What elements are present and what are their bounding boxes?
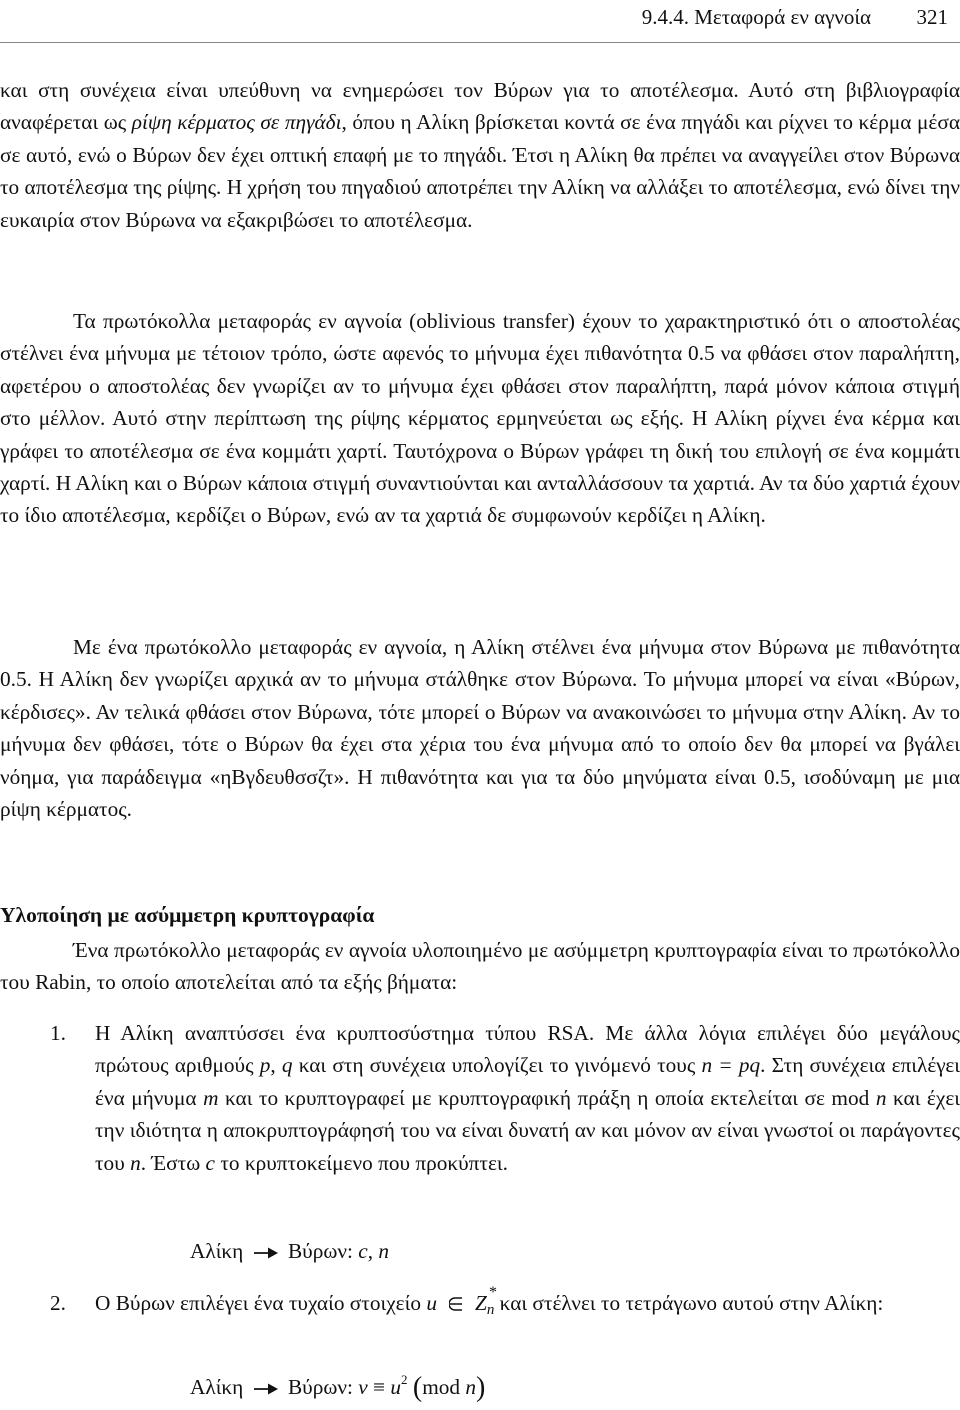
term-well-coin-toss: ρίψη κέρματος σε πηγάδι xyxy=(131,110,342,135)
var-c: c xyxy=(205,1150,215,1175)
paragraph-1-text-a: και στη συνέχεια είναι υπεύθυνη να ενημερώσει τον Βύρων για το αποτέλεσμα. Αυτό στη βιβλιογραφία αναφέρεται ως xyxy=(0,78,960,135)
z-n-star xyxy=(474,1284,497,1318)
page-number: 321 xyxy=(916,5,948,29)
step-1-t2: και στη συνέχεια υπολογίζει το γινόμενό τους xyxy=(292,1053,702,1078)
paragraph-1 xyxy=(0,74,960,236)
paragraph-3: Με ένα πρωτόκολλο μεταφοράς εν αγνοία, η Αλίκη στέλνει ένα μήνυμα στον Βύρωνα με πιθανότητα 0.5. Η Αλίκη δεν γνωρίζει αρχικά αν το μήνυμα στάλθηκε στον Βύρωνα. Το μήνυμα μπορεί να είναι «Βύρων, κέρδισες». Αν τελικά φθάσει στον Βύρωνα, τότε μπορεί ο Βύρων να ανακοινώσει το μήνυμα στην Αλίκη. Αν το μήνυμα δεν φθάσει, τότε ο Βύρων θα έχει στα χέρια του ένα μήνυμα από το οποίο δεν θα μπορεί να βγάλει νόημα, για παράδειγμα «ηΒγδευθσσζτ». Η πιθανότητα και για τα δύο μηνύματα είναι 0.5, ισοδύναμη με μια ρίψη κέρματος. xyxy=(0,635,960,822)
var-n-2: n xyxy=(130,1150,141,1175)
equation-n-pq: n = pq xyxy=(701,1053,761,1078)
formula-1-sender: Αλίκη xyxy=(190,1239,244,1263)
formula-alice-to-bob-c-n xyxy=(190,1235,389,1267)
paragraph-2: Τα πρωτόκολλα μεταφοράς εν αγνοία (oblivious transfer) έχουν το χαρακτηριστικό ότι ο αποστολέας στέλνει ένα μήνυμα με τέτοιον τρόπο, ώστε αφενός το μήνυμα έχει πιθανότητα 0.5 να φθάσει στον παραλήπτη, αφετέρου ο αποστολέας δεν γνωρίζει αν το μήνυμα έχει φθάσει στον παραλήπτη, παρά μόνον κάποια στιγμή στο μέλλον. Αυτό στην περίπτωση της ρίψης κέρματος ερμηνεύεται ως εξής. Η Αλίκη ρίχνει ένα κέρμα και γράφει το αποτέλεσμα σε ένα κομμάτι χαρτί. Ταυτόχρονα ο Βύρων γράφει τη δική του επιλογή σε ένα κομμάτι χαρτί. Η Αλίκη και ο Βύρων κάποια στιγμή συναντιούνται και ανταλλάσσουν τα χαρτιά. Αν τα δύο χαρτιά έχουν το ίδιο αποτέλεσμα, κερδίζει ο Βύρων, ενώ αν τα χαρτιά δε συμφωνούν κερδίζει η Αλίκη. xyxy=(0,309,960,528)
formula-1-receiver: Βύρων: xyxy=(287,1239,353,1263)
var-u: u xyxy=(426,1291,437,1315)
formula-2-v: v xyxy=(358,1375,368,1399)
var-p: p xyxy=(259,1053,271,1078)
element-of-icon xyxy=(449,1287,463,1319)
formula-2-mod: mod xyxy=(422,1375,466,1399)
right-arrow-icon xyxy=(253,1246,279,1260)
var-m: m xyxy=(203,1085,219,1110)
formula-2-exponent: 2 xyxy=(401,1372,408,1387)
step-1-t4: και το κρυπτογραφεί με κρυπτογραφική πράξη η οποία εκτελείται σε mod xyxy=(218,1085,876,1110)
step-2-t1: Ο Βύρων επιλέγει ένα τυχαίο στοιχείο xyxy=(95,1291,427,1315)
paragraph-1-text-b: , όπου η Αλίκη βρίσκεται κοντά σε ένα πηγάδι και ρίχνει το κέρμα μέσα σε αυτό, ενώ ο Βύρων δεν έχει οπτική επαφή με το πηγάδι. Έτσι η Αλίκη θα πρέπει να αναγγείλει στον Βύρωνα το αποτέλεσμα της ρίψης. Η χρήση του πηγαδιού αποτρέπει την Αλίκη να αλλάξει το αποτέλεσμα, ενώ δίνει την ευκαιρία στον Βύρωνα να εξακριβώσει το αποτέλεσμα. xyxy=(0,110,960,232)
formula-1-separator: , xyxy=(367,1239,379,1263)
step-1-t3: . Στη συνέχεια επιλέγει ένα μήνυμα xyxy=(95,1053,960,1110)
header-rule xyxy=(0,42,960,43)
right-arrow-icon xyxy=(253,1382,279,1396)
step-1-comma: , xyxy=(270,1053,282,1078)
var-q: q xyxy=(281,1053,293,1078)
formula-alice-to-bob-v xyxy=(190,1371,485,1403)
step-1-text xyxy=(95,1017,960,1179)
formula-2-receiver: Βύρων: xyxy=(287,1375,353,1399)
running-header xyxy=(0,2,960,34)
paragraph-4: Ένα πρωτόκολλο μεταφοράς εν αγνοία υλοποιημένο με ασύμμετρη κρυπτογραφία είναι το πρωτόκολλο του Rabin, το οποίο αποτελείται από τα εξής βήματα: xyxy=(0,938,960,995)
step-1-t1: Η Αλίκη αναπτύσσει ένα κρυπτοσύστημα τύπου RSA. Με άλλα λόγια επιλέγει δύο μεγάλους πρώτους αριθμούς xyxy=(95,1021,960,1078)
step-1-t5: και έχει την ιδιότητα η αποκρυπτογράφησή του να είναι δυνατή αν και μόνον αν είναι γνωστοί οι παράγοντες του xyxy=(95,1085,960,1175)
step-2-text xyxy=(95,1284,960,1326)
set-Z-subscript: n xyxy=(486,1302,495,1318)
formula-2-open-paren: ( xyxy=(412,1372,423,1403)
step-1-number: 1. xyxy=(50,1021,66,1045)
formula-2-close-paren: ) xyxy=(476,1372,486,1403)
formula-1-n: n xyxy=(378,1239,390,1263)
formula-1-c: c xyxy=(358,1239,368,1263)
congruent-symbol: ≡ xyxy=(373,1375,386,1399)
step-1-t6: . Έστω xyxy=(140,1150,206,1175)
formula-2-sender: Αλίκη xyxy=(190,1375,244,1399)
set-Z: Z xyxy=(474,1291,487,1315)
section-heading: Υλοποίηση με ασύμμετρη κρυπτογραφία xyxy=(0,903,375,927)
section-title: 9.4.4. Μεταφορά εν αγνοία xyxy=(641,5,871,29)
formula-2-n: n xyxy=(465,1375,477,1399)
step-2-number: 2. xyxy=(50,1291,66,1315)
step-1-t7: το κρυπτοκείμενο που προκύπτει. xyxy=(215,1150,508,1175)
step-2-t2: και στέλνει το τετράγωνο αυτού στην Αλίκη: xyxy=(494,1291,884,1315)
set-Z-star: * xyxy=(488,1284,497,1301)
var-n: n xyxy=(875,1085,887,1110)
formula-2-u: u xyxy=(390,1375,402,1399)
